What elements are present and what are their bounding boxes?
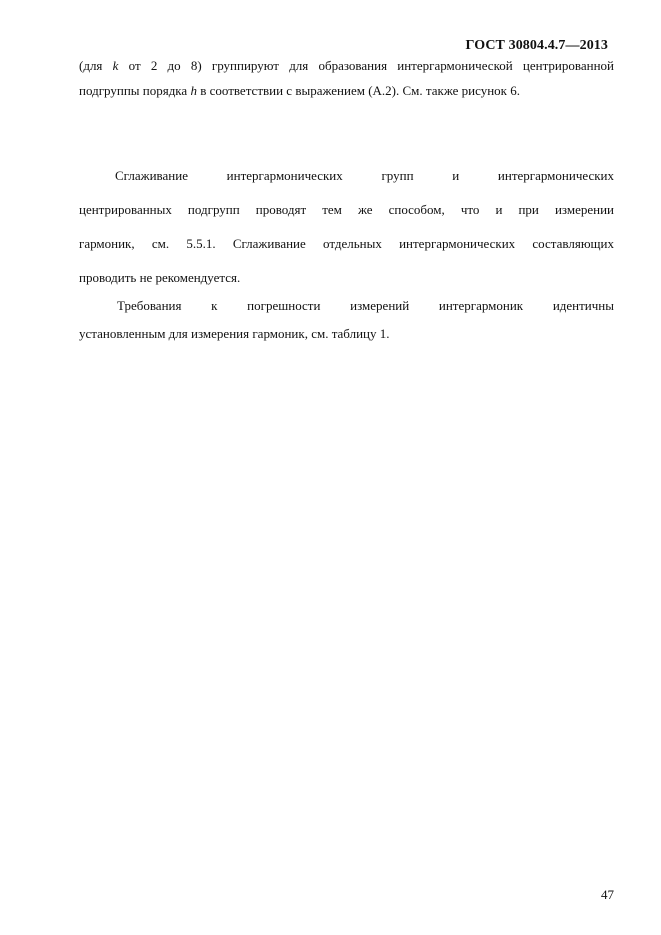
paragraph-line: установленным для измерения гармоник, см. таблицу 1.: [79, 326, 390, 341]
paragraph-line: проводить не рекомендуется.: [79, 270, 241, 285]
paragraph-line: центрированных подгрупп проводят тем же способом, что и при измерении: [79, 202, 614, 217]
paragraph-accuracy-requirements: [79, 292, 614, 348]
paragraph-line: гармоник, см. 5.5.1. Сглаживание отдельных интергармонических составляющих: [79, 236, 614, 251]
text-fragment: (для: [79, 58, 113, 73]
paragraph-line: Сглаживание интергармонических групп и интергармонических: [115, 168, 614, 183]
document-code-header: ГОСТ 30804.4.7—2013: [465, 38, 608, 53]
paragraph-interharmonic-subgroup: [79, 53, 614, 103]
paragraph-line: [79, 53, 614, 78]
text-fragment: от 2 до 8) группируют для образования интергармонической центрированной: [118, 58, 614, 73]
paragraph-line: [79, 78, 614, 103]
variable-k: k: [112, 58, 119, 73]
text-fragment: в соответствии с выражением (А.2). См. также рисунок 6.: [196, 83, 520, 98]
paragraph-smoothing: [79, 159, 614, 295]
text-fragment: подгруппы порядка: [79, 83, 191, 98]
variable-h: h: [190, 83, 197, 98]
paragraph-line: Требования к погрешности измерений интергармоник идентичны: [117, 298, 614, 313]
page-number: 47: [601, 887, 614, 902]
